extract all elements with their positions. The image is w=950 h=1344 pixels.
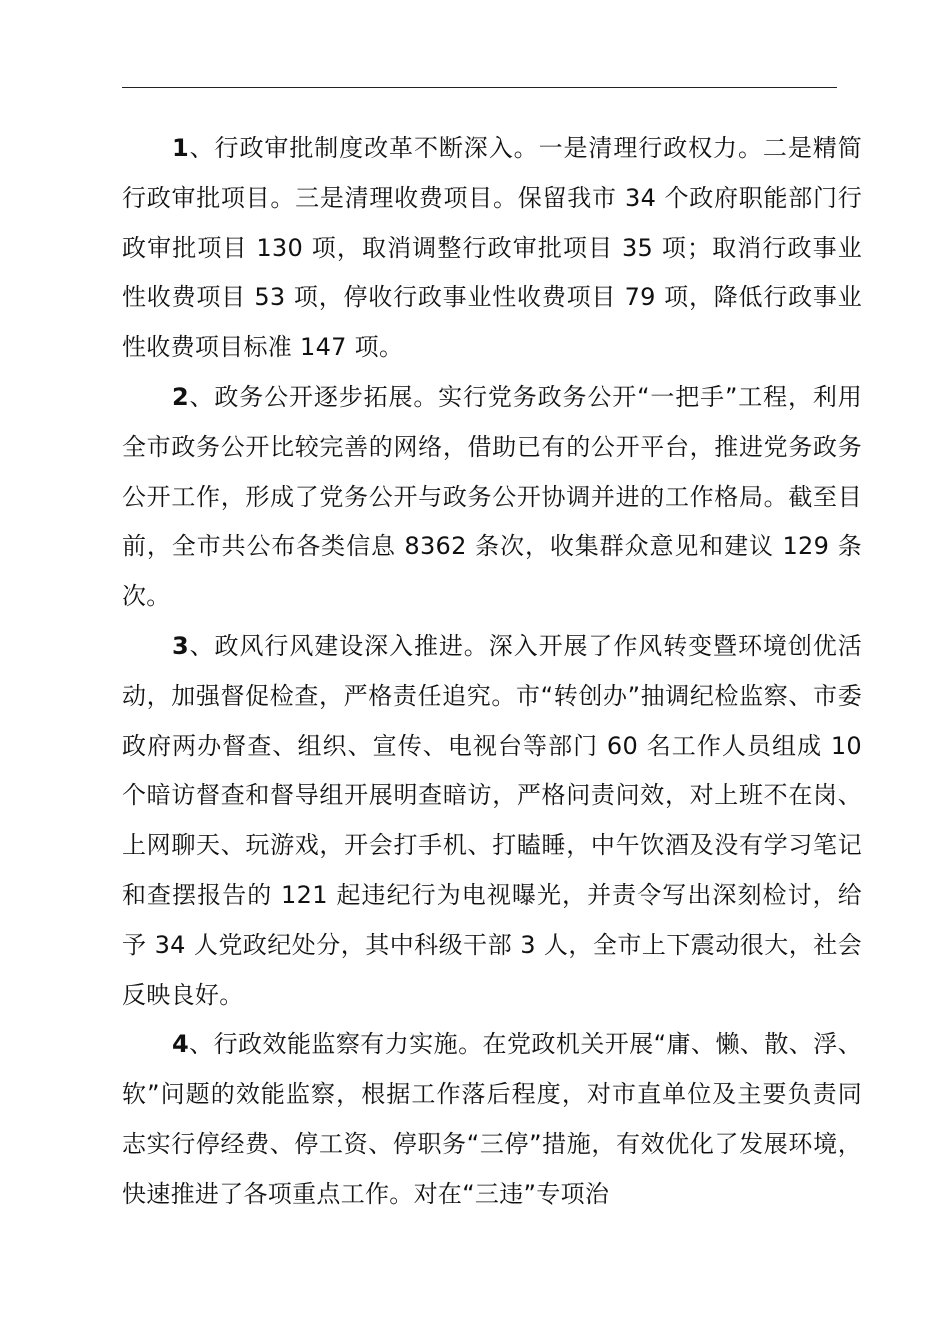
paragraph-1 — [122, 124, 862, 373]
header-rule — [122, 87, 837, 88]
paragraph-number: 2 — [172, 382, 189, 411]
document-body — [122, 124, 862, 1220]
paragraph-number: 4 — [172, 1030, 189, 1059]
paragraph-2 — [122, 373, 862, 622]
paragraph-3 — [122, 622, 862, 1020]
paragraph-text: 、政风行风建设深入推进。深入开展了作风转变暨环境创优活动，加强督促检查，严格责任追究。市“转创办”抽调纪检监察、市委政府两办督查、组织、宣传、电视台等部门 60 名工作人员组成 10 个暗访督查和督导组开展明查暗访，严格问责问效，对上班不在岗、上网聊天、玩游戏，开会打手机、打瞌睡，中午饮酒及没有学习笔记和查摆报告的 121 起违纪行为电视曝光，并责令写出深刻检讨，给予 34 人党政纪处分，其中科级干部 3 人，全市上下震动很大，社会反映良好。 — [122, 631, 862, 1009]
paragraph-number: 1 — [172, 134, 189, 162]
paragraph-4 — [122, 1020, 862, 1219]
paragraph-text: 、政务公开逐步拓展。实行党务政务公开“一把手”工程，利用全市政务公开比较完善的网络，借助已有的公开平台，推进党务政务公开工作，形成了党务公开与政务公开协调并进的工作格局。截至目前，全市共公布各类信息 8362 条次，收集群众意见和建议 129 条次。 — [122, 382, 862, 611]
paragraph-number: 3 — [172, 631, 189, 660]
paragraph-text: 、行政审批制度改革不断深入。一是清理行政权力。二是精简行政审批项目。三是清理收费项目。保留我市 34 个政府职能部门行政审批项目 130 项，取消调整行政审批项目 35 项；取消行政事业性收费项目 53 项，停收行政事业性收费项目 79 项，降低行政事业性收费项目标准 147 项。 — [122, 134, 862, 362]
paragraph-text: 、行政效能监察有力实施。在党政机关开展“庸、懒、散、浮、软”问题的效能监察，根据工作落后程度，对市直单位及主要负责同志实行停经费、停工资、停职务“三停”措施，有效优化了发展环境，快速推进了各项重点工作。对在“三违”专项治 — [122, 1030, 862, 1208]
